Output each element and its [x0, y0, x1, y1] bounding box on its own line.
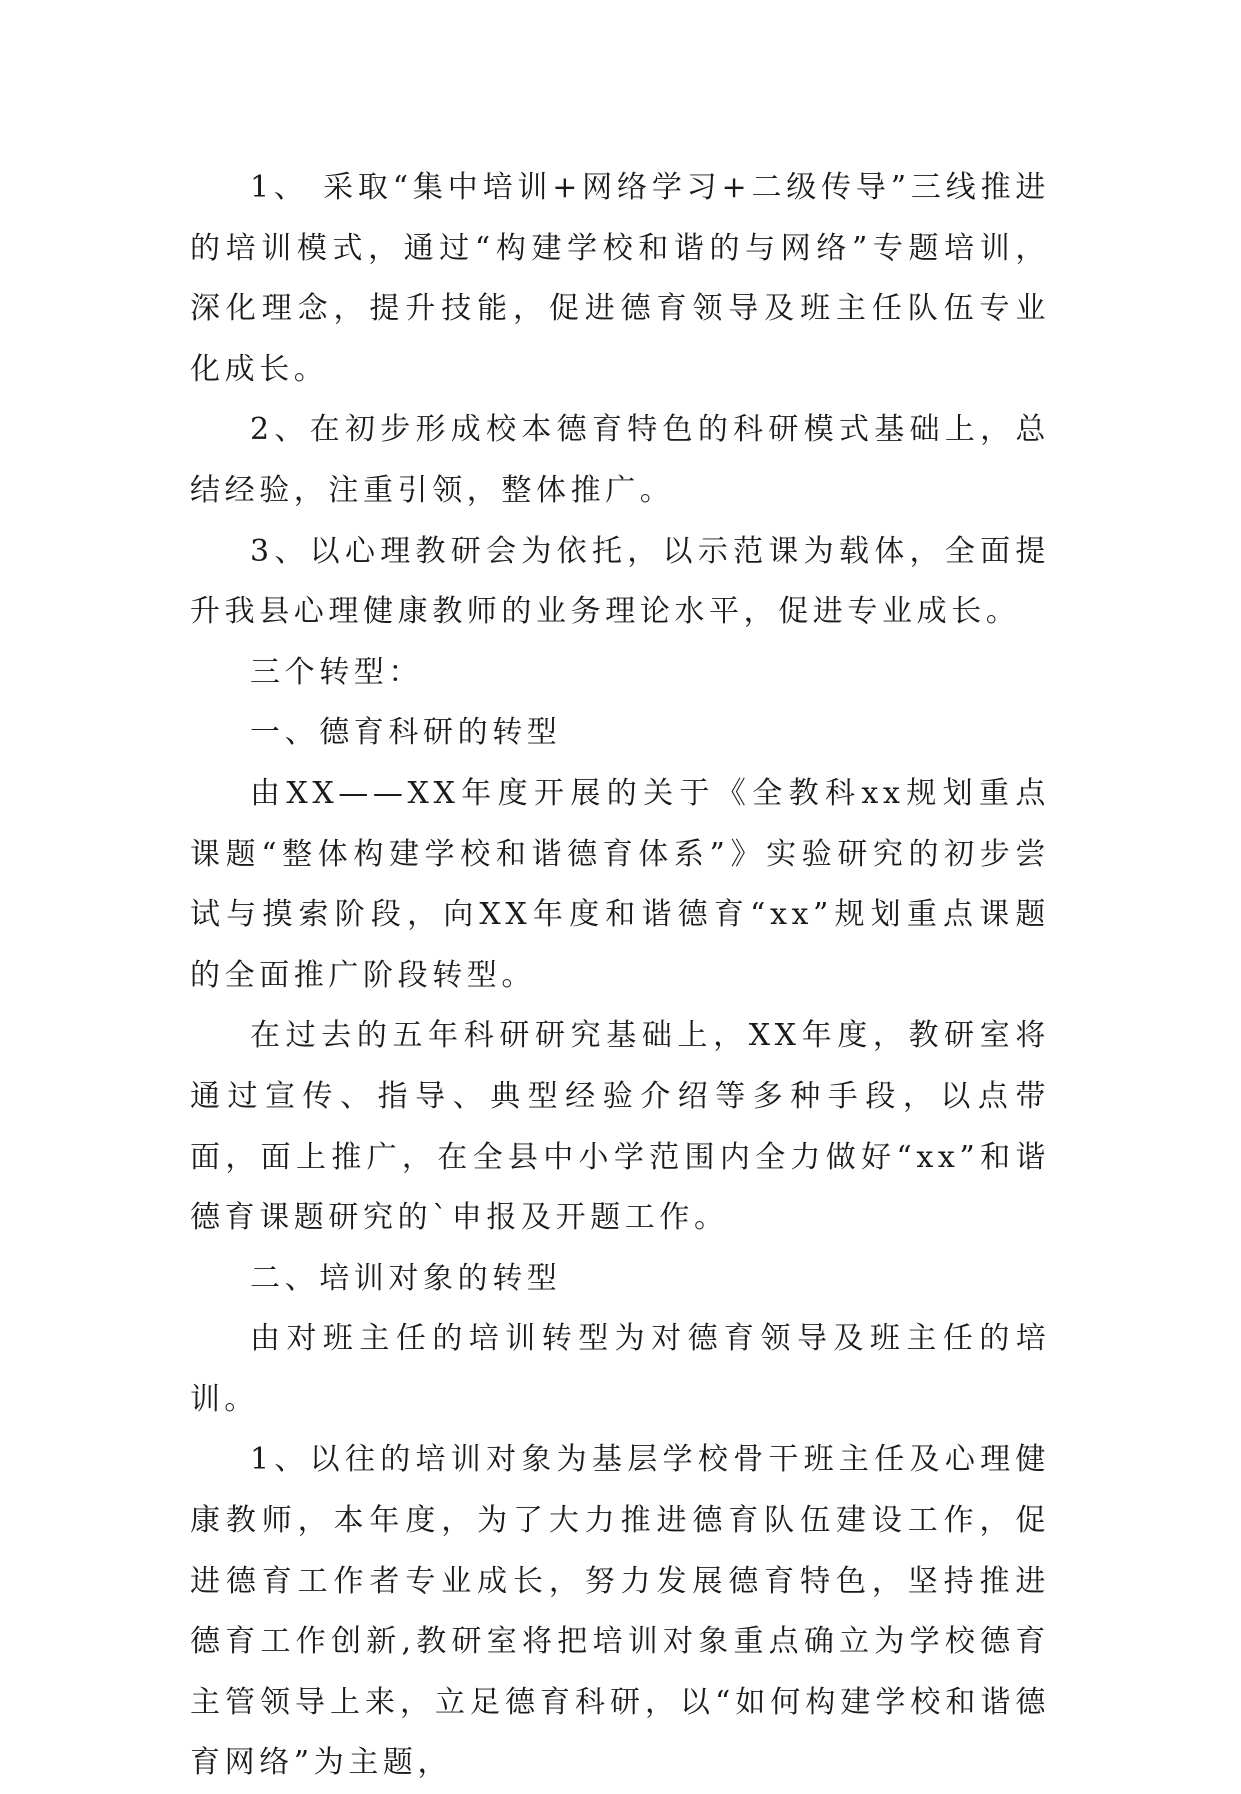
paragraph-psychology-meeting: 3、以心理教研会为依托，以示范课为载体，全面提升我县心理健康教师的业务理论水平，促进专业成长。	[190, 533, 1050, 630]
paragraph-training-target-detail: 1、以往的培训对象为基层学校骨干班主任及心理健康教师，本年度，为了大力推进德育队伍建设工作，促进德育工作者专业成长，努力发展德育特色，坚持推进德育工作创新,教研室将把培训对象重点确立为学校德育主管领导上来，立足德育科研，以“如何构建学校和谐德育网络”为主题，	[190, 1442, 1050, 1781]
paragraph-research-model: 2、在初步形成校本德育特色的科研模式基础上，总结经验，注重引领，整体推广。	[190, 412, 1050, 508]
section-heading-research-transition: 一、德育科研的转型	[250, 715, 562, 751]
paragraph-training-target-summary: 由对班主任的培训转型为对德育领导及班主任的培训。	[190, 1321, 1050, 1417]
paragraph-research-transition: 由XX——XX年度开展的关于《全教科xx规划重点课题“整体构建学校和谐德育体系”》实验研究的初步尝试与摸索阶段，向XX年度和谐德育“xx”规划重点课题的全面推广阶段转型。	[190, 775, 1050, 993]
document-body	[190, 158, 1050, 1794]
section-heading-training-target-transition: 二、培训对象的转型	[250, 1260, 562, 1296]
paragraph-training-mode: 1、 采取“集中培训+网络学习+二级传导”三线推进的培训模式，通过“构建学校和谐的与网络”专题培训，深化理念，提升技能，促进德育领导及班主任队伍专业化成长。	[190, 170, 1050, 387]
paragraph-three-transitions-heading: 三个转型：	[250, 654, 423, 690]
paragraph-five-year-research: 在过去的五年科研研究基础上，XX年度，教研室将通过宣传、指导、典型经验介绍等多种手段，以点带面，面上推广，在全县中小学范围内全力做好“xx”和谐德育课题研究的`申报及开题工作。	[190, 1018, 1050, 1236]
